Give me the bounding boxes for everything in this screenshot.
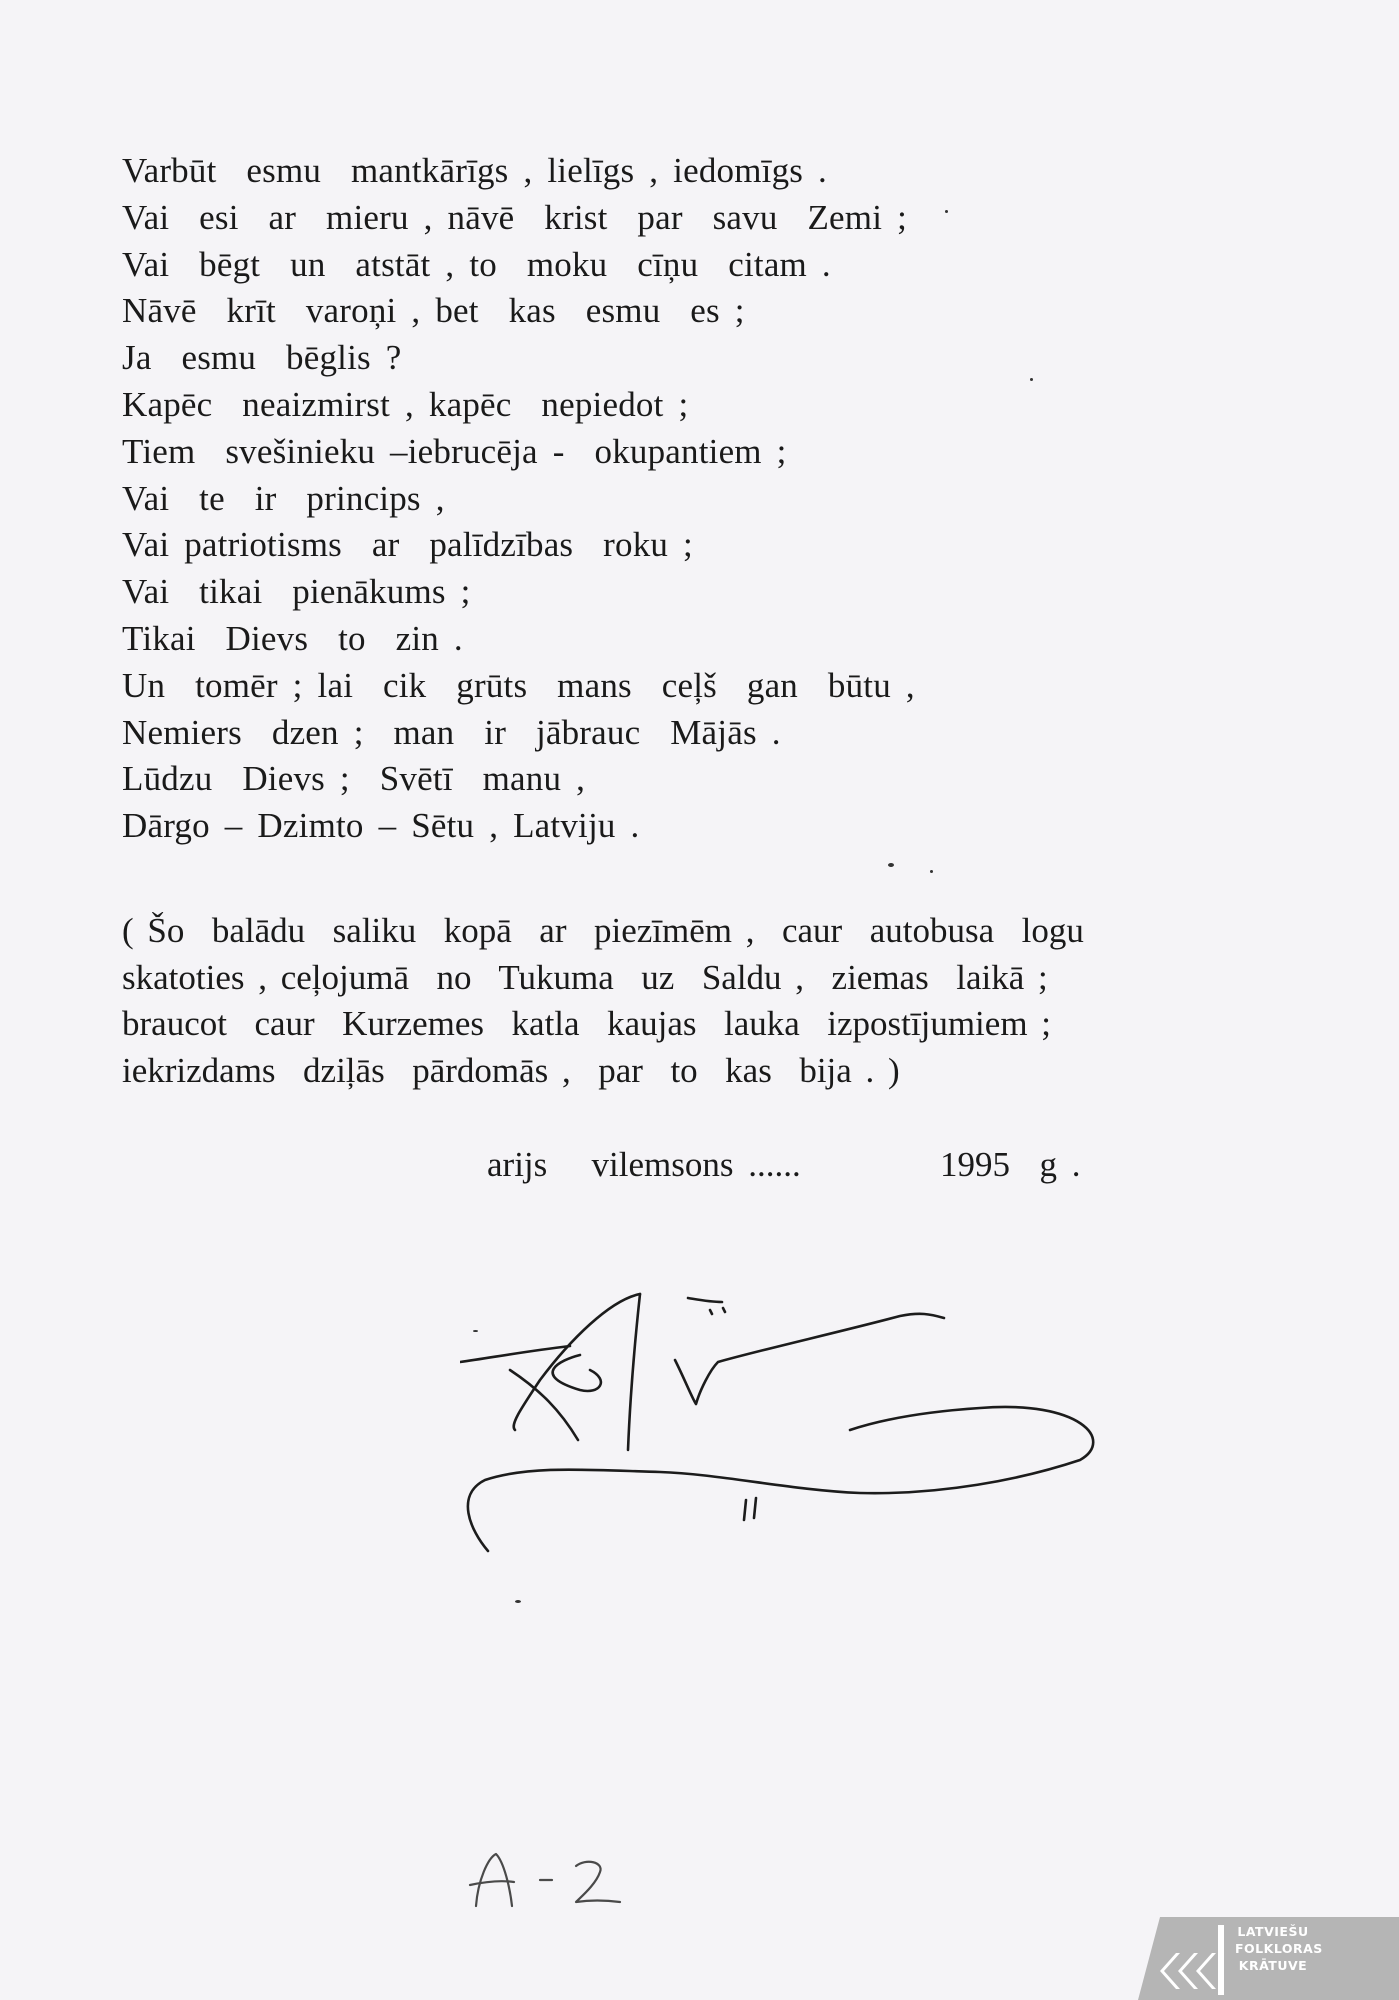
scan-speck [945,210,948,213]
scan-speck [515,1600,521,1603]
poem-line: Vai tikai pienākums ; [122,572,471,612]
poem-line: Vai bēgt un atstāt , to moku cīņu citam . [122,244,831,284]
poem-line: Tiem svešinieku –iebrucēja - okupantiem ; [122,431,787,471]
author-name: arijs vilemsons ...... [487,1145,801,1184]
poem-line: Kapēc neaizmirst , kapēc nepiedot ; [122,384,689,424]
poem-line: Lūdzu Dievs ; Svētī manu , [122,759,586,799]
logo-line: FOLKLORAS [1235,1941,1323,1956]
note-line: skatoties , ceļojumā no Tukuma uz Saldu , ziemas laikā ; [122,957,1048,997]
author-note [122,908,1084,1094]
poem-line: Nemiers dzen ; man ir jābrauc Mājās . [122,712,781,752]
scan-speck [473,1330,478,1332]
poem [122,148,915,850]
logo-line: LATVIEŠU [1237,1924,1309,1939]
handwritten-signature [460,1280,1100,1610]
logo-text [1235,1923,1323,1974]
poem-line: Ja esmu bēglis ? [122,338,402,378]
poem-line: Un tomēr ; lai cik grūts mans ceļš gan būtu , [122,665,915,705]
poem-line: Vai patriotisms ar palīdzības roku ; [122,525,693,565]
scan-speck [888,863,894,867]
logo-line: KRĀTUVE [1238,1958,1308,1973]
signature-year: 1995 g . [940,1145,1081,1184]
scan-speck [1030,378,1033,381]
scan-speck [930,870,933,873]
archive-logo [1138,1917,1399,2000]
note-line: braucot caur Kurzemes katla kaujas lauka izpostījumiem ; [122,1004,1052,1043]
note-line: ( Šo balādu saliku kopā ar piezīmēm , caur autobusa logu [122,911,1084,950]
note-line: iekrizdams dziļās pārdomās , par to kas bija . ) [122,1050,900,1090]
poem-line: Tikai Dievs to zin . [122,618,463,658]
archive-mark-handwritten [460,1840,640,1930]
poem-line: Varbūt esmu mantkārīgs , lielīgs , iedomīgs . [122,151,827,190]
poem-line: Dārgo – Dzimto – Sētu , Latviju . [122,806,640,846]
poem-line: Vai te ir princips , [122,478,445,518]
poem-line: Nāvē krīt varoņi , bet kas esmu es ; [122,291,745,331]
poem-line: Vai esi ar mieru , nāvē krist par savu Zemi ; [122,197,907,237]
